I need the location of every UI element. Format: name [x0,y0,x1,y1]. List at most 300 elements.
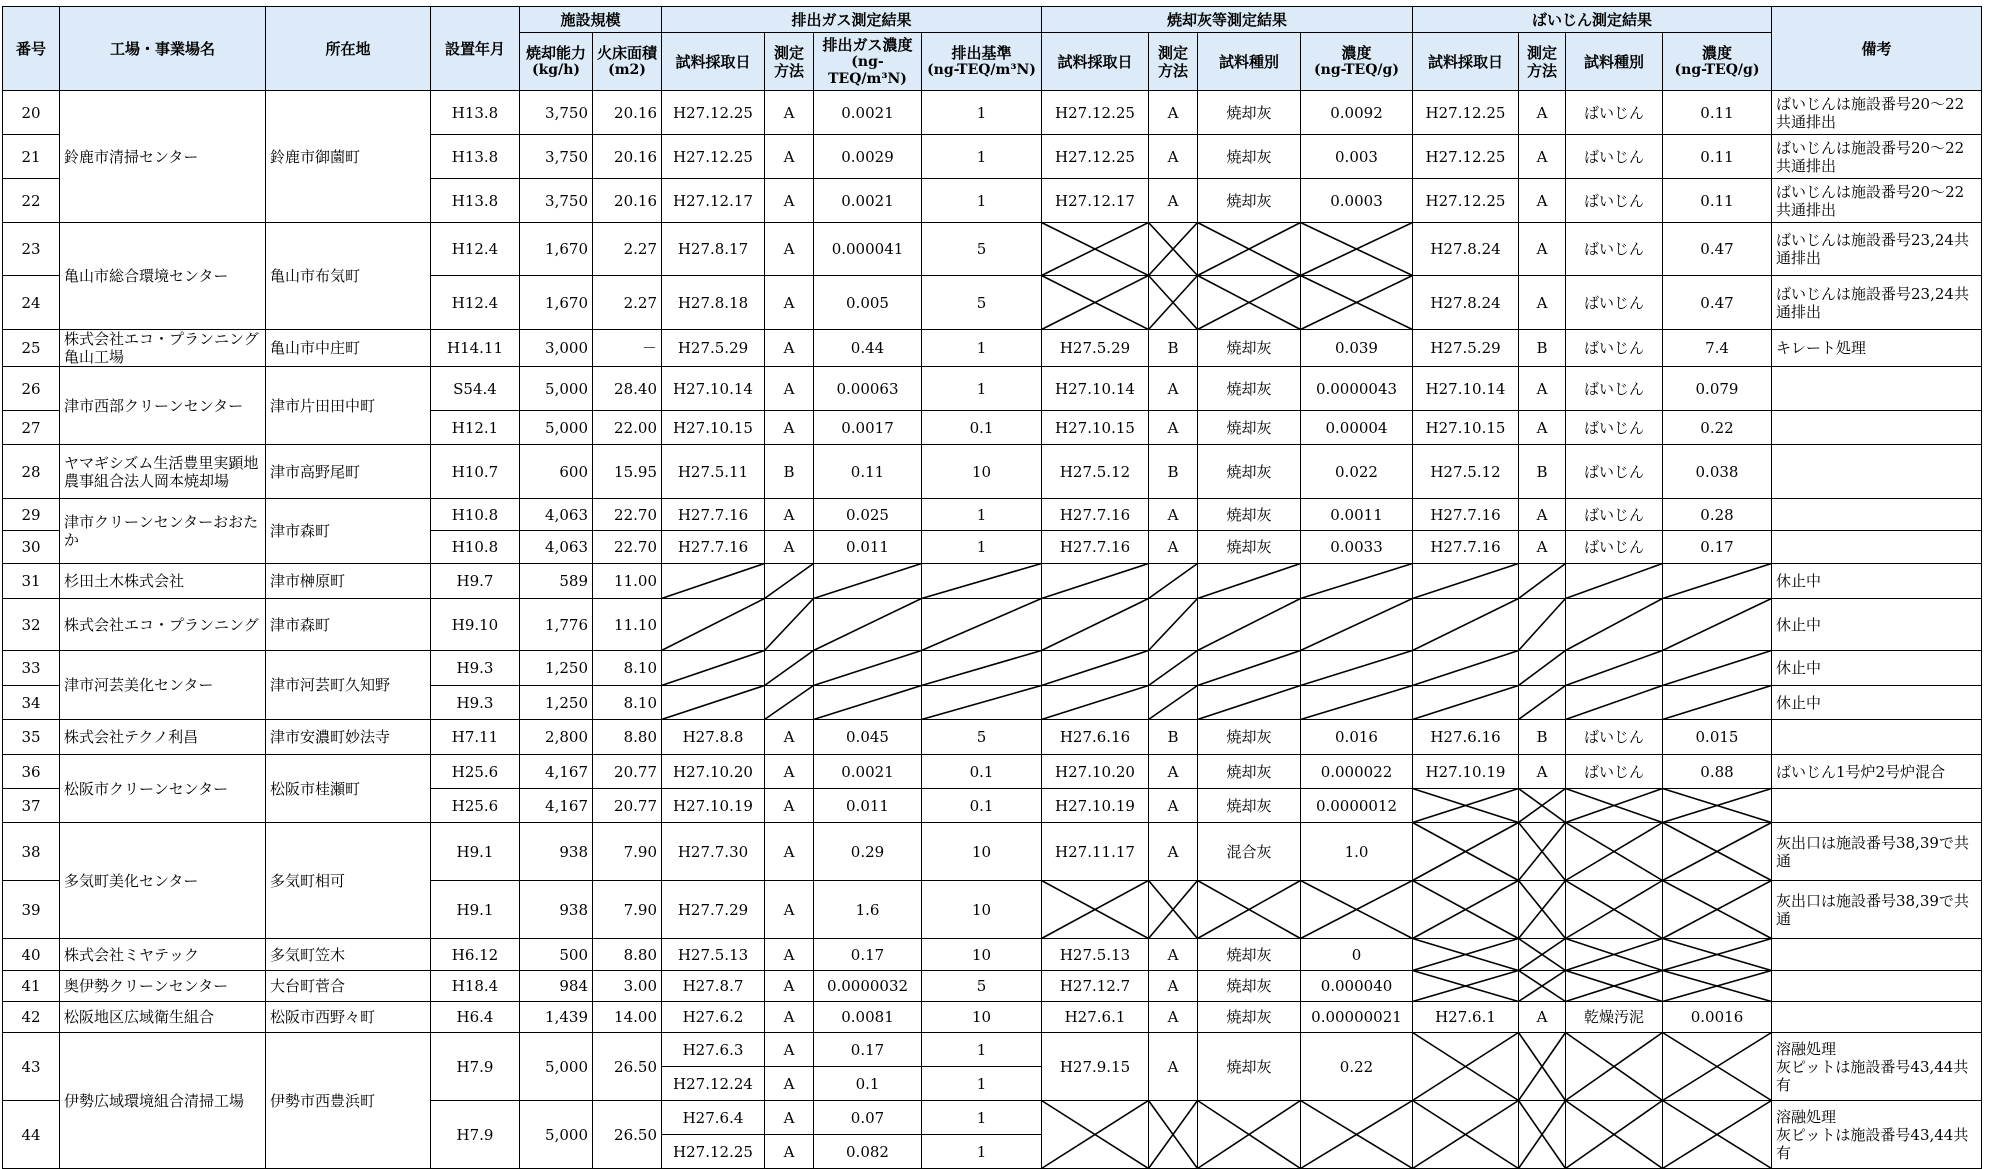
ash-date: H27.9.15 [1042,1033,1149,1101]
header-name: 工場・事業場名 [60,7,266,91]
emission-standard: 0.1 [922,411,1042,445]
grate-area: 8.10 [593,686,662,720]
row-number: 24 [3,276,60,330]
na-diagonal-line [1519,686,1566,720]
grate-area: 8.10 [593,651,662,686]
gas-date: H27.8.17 [662,223,765,276]
header-gas-conc-unit: (ng-TEQ/m³N) [828,53,907,87]
gas-concentration: 0.045 [814,720,922,755]
na-diagonal-line [662,564,765,599]
row-number: 43 [3,1033,60,1101]
ash-method: A [1149,179,1198,223]
grate-area: 7.90 [593,881,662,939]
remarks: ばいじんは施設番号20～22共通排出 [1772,135,1982,179]
dust-date: H27.5.29 [1413,330,1519,367]
gas-concentration: 0.025 [814,499,922,531]
emission-standard: 10 [922,445,1042,499]
na-diagonal-line [814,599,922,651]
header-dust-kind: 試料種別 [1566,33,1663,91]
gas-date: H27.12.17 [662,179,765,223]
header-ash-conc-label: 濃度 [1341,44,1372,63]
grate-area: 28.40 [593,367,662,411]
na-diagonal-line [922,564,1042,599]
ash-concentration: 0.0092 [1301,91,1413,135]
emission-standard: 10 [922,823,1042,881]
dust-kind: 乾燥汚泥 [1566,1002,1663,1033]
install-year: H9.1 [431,823,520,881]
na-diagonal-line [1566,599,1663,651]
row-number: 34 [3,686,60,720]
dust-method: A [1519,755,1566,789]
ash-method: A [1149,531,1198,564]
gas-date: H27.12.25 [662,1135,765,1169]
install-year: S54.4 [431,367,520,411]
remarks: 休止中 [1772,686,1982,720]
capacity: 2,800 [520,720,593,755]
header-ash-conc-unit: (ng-TEQ/g) [1314,62,1399,79]
gas-concentration: 0.0017 [814,411,922,445]
header-remarks: 備考 [1772,7,1982,91]
gas-concentration: 0.0081 [814,1002,922,1033]
facility-address: 多気町相可 [266,823,431,939]
facility-address: 亀山市中庄町 [266,330,431,367]
ash-concentration: 0.0003 [1301,179,1413,223]
ash-kind: 焼却灰 [1198,720,1301,755]
ash-concentration: 0.0011 [1301,499,1413,531]
na-diagonal-line [1149,686,1198,720]
na-diagonal-line [662,686,765,720]
capacity: 1,250 [520,686,593,720]
ash-concentration: 0 [1301,939,1413,971]
row-number: 38 [3,823,60,881]
ash-date: H27.10.14 [1042,367,1149,411]
ash-kind: 焼却灰 [1198,91,1301,135]
dust-date: H27.8.24 [1413,223,1519,276]
facility-address: 津市森町 [266,499,431,564]
ash-date: H27.12.25 [1042,91,1149,135]
ash-date: H27.10.20 [1042,755,1149,789]
gas-date: H27.8.7 [662,971,765,1002]
header-gas-conc-label: 排出ガス濃度 [822,35,913,54]
grate-area: 20.16 [593,135,662,179]
ash-concentration: 0.0033 [1301,531,1413,564]
capacity: 1,670 [520,223,593,276]
ash-date: H27.10.19 [1042,789,1149,823]
grate-area: 15.95 [593,445,662,499]
emission-standard: 1 [922,367,1042,411]
dust-date: H27.6.16 [1413,720,1519,755]
gas-concentration: 0.00063 [814,367,922,411]
row-number: 26 [3,367,60,411]
gas-date: H27.10.20 [662,755,765,789]
header-standard-unit: (ng-TEQ/m³N) [927,62,1036,79]
header-gas-results: 排出ガス測定結果 [662,7,1042,33]
ash-date: H27.5.13 [1042,939,1149,971]
gas-concentration: 0.11 [814,445,922,499]
install-year: H14.11 [431,330,520,367]
capacity: 5,000 [520,411,593,445]
header-capacity-unit: (kg/h) [531,62,581,79]
dust-kind: ばいじん [1566,91,1663,135]
emission-standard: 1 [922,1067,1042,1101]
remarks: 休止中 [1772,564,1982,599]
gas-method: A [765,720,814,755]
gas-method: A [765,276,814,330]
ash-kind: 焼却灰 [1198,179,1301,223]
dust-concentration: 0.038 [1663,445,1772,499]
dust-date: H27.8.24 [1413,276,1519,330]
header-dust-conc-label: 濃度 [1701,44,1732,63]
capacity: 3,000 [520,330,593,367]
gas-method: A [765,939,814,971]
install-year: H7.9 [431,1033,520,1101]
dust-date: H27.5.12 [1413,445,1519,499]
gas-method: A [765,330,814,367]
remarks: ばいじんは施設番号23,24共通排出 [1772,223,1982,276]
dust-concentration: 0.015 [1663,720,1772,755]
na-diagonal-line [922,686,1042,720]
gas-method: A [765,1067,814,1101]
emission-standard: 1 [922,1135,1042,1169]
gas-method: A [765,823,814,881]
emission-standard: 5 [922,223,1042,276]
gas-concentration: 1.6 [814,881,922,939]
gas-date: H27.5.29 [662,330,765,367]
ash-kind: 焼却灰 [1198,755,1301,789]
na-diagonal-line [1566,651,1663,686]
row-number: 39 [3,881,60,939]
row-number: 20 [3,91,60,135]
ash-method: A [1149,939,1198,971]
dust-kind: ばいじん [1566,531,1663,564]
grate-area: 3.00 [593,971,662,1002]
dust-method: B [1519,720,1566,755]
ash-date: H27.7.16 [1042,499,1149,531]
gas-date: H27.5.13 [662,939,765,971]
gas-concentration: 0.17 [814,1033,922,1067]
gas-date: H27.10.19 [662,789,765,823]
dust-concentration: 0.28 [1663,499,1772,531]
row-number: 22 [3,179,60,223]
gas-date: H27.7.16 [662,531,765,564]
gas-method: A [765,789,814,823]
ash-date: H27.10.15 [1042,411,1149,445]
row-number: 25 [3,330,60,367]
facility-address: 多気町笠木 [266,939,431,971]
header-area-label: 火床面積 [597,44,658,63]
na-diagonal-line [814,564,922,599]
gas-method: A [765,367,814,411]
ash-kind: 焼却灰 [1198,939,1301,971]
dust-kind: ばいじん [1566,411,1663,445]
na-diagonal-line [1413,599,1519,651]
capacity: 589 [520,564,593,599]
dust-concentration: 0.11 [1663,135,1772,179]
na-diagonal-line [662,651,765,686]
facility-address: 津市片田田中町 [266,367,431,445]
emission-standard: 1 [922,91,1042,135]
capacity: 5,000 [520,1033,593,1101]
ash-method: A [1149,135,1198,179]
ash-concentration: 0.00004 [1301,411,1413,445]
dust-date: H27.10.19 [1413,755,1519,789]
gas-concentration: 0.17 [814,939,922,971]
install-year: H10.8 [431,531,520,564]
emission-standard: 5 [922,276,1042,330]
na-diagonal-line [1413,686,1519,720]
dust-method: B [1519,330,1566,367]
ash-concentration: 0.0000043 [1301,367,1413,411]
header-address: 所在地 [266,7,431,91]
gas-concentration: 0.07 [814,1101,922,1135]
dust-method: A [1519,531,1566,564]
na-diagonal-line [1663,564,1772,599]
capacity: 1,439 [520,1002,593,1033]
install-year: H9.3 [431,686,520,720]
na-diagonal-line [765,599,814,651]
grate-area: 22.70 [593,499,662,531]
na-diagonal-line [1566,686,1663,720]
na-diagonal-line [1663,599,1772,651]
facility-name: 株式会社エコ・プランニング 亀山工場 [60,330,266,367]
facility-name: 松阪市クリーンセンター [60,755,266,823]
install-year: H9.10 [431,599,520,651]
header-ash-method: 測定方法 [1149,33,1198,91]
header-no: 番号 [3,7,60,91]
emission-standard: 1 [922,531,1042,564]
grate-area: 20.16 [593,91,662,135]
dust-kind: ばいじん [1566,755,1663,789]
ash-concentration: 0.000040 [1301,971,1413,1002]
emission-standard: 0.1 [922,755,1042,789]
facility-name: 株式会社エコ・プランニング [60,599,266,651]
na-diagonal-line [1149,564,1198,599]
ash-date: H27.6.1 [1042,1002,1149,1033]
facility-address: 亀山市布気町 [266,223,431,330]
na-diagonal-line [1301,686,1413,720]
na-diagonal-line [1519,651,1566,686]
na-diagonal-line [662,599,765,651]
ash-method: A [1149,1033,1198,1101]
remarks: ばいじん1号炉2号炉混合 [1772,755,1982,789]
install-year: H12.4 [431,223,520,276]
gas-date: H27.7.29 [662,881,765,939]
dust-concentration: 0.17 [1663,531,1772,564]
na-diagonal-line [1198,686,1301,720]
install-year: H13.8 [431,91,520,135]
dust-date: H27.7.16 [1413,499,1519,531]
dust-concentration: 0.22 [1663,411,1772,445]
grate-area: 11.00 [593,564,662,599]
dust-kind: ばいじん [1566,445,1663,499]
na-diagonal-line [1198,651,1301,686]
gas-date: H27.6.3 [662,1033,765,1067]
gas-method: A [765,91,814,135]
facility-name: ヤマギシズム生活豊里実顕地農事組合法人岡本焼却場 [60,445,266,499]
facility-address: 津市榊原町 [266,564,431,599]
remarks: ばいじんは施設番号20～22共通排出 [1772,91,1982,135]
gas-concentration: 0.0021 [814,179,922,223]
gas-date: H27.6.4 [662,1101,765,1135]
gas-method: A [765,223,814,276]
dust-date: H27.12.25 [1413,135,1519,179]
na-diagonal-line [1519,564,1566,599]
row-number: 28 [3,445,60,499]
facility-address: 鈴鹿市御薗町 [266,91,431,223]
gas-date: H27.10.15 [662,411,765,445]
grate-area: 11.10 [593,599,662,651]
dust-date: H27.12.25 [1413,179,1519,223]
facility-address: 松阪市西野々町 [266,1002,431,1033]
ash-kind: 焼却灰 [1198,1002,1301,1033]
dust-date: H27.10.14 [1413,367,1519,411]
ash-method: A [1149,971,1198,1002]
facility-address: 松阪市桂瀬町 [266,755,431,823]
gas-method: A [765,1033,814,1067]
ash-method: A [1149,789,1198,823]
gas-method: A [765,881,814,939]
dust-method: A [1519,411,1566,445]
na-diagonal-line [814,651,922,686]
ash-concentration: 0.016 [1301,720,1413,755]
facility-name: 津市西部クリーンセンター [60,367,266,445]
na-diagonal-line [1301,564,1413,599]
gas-method: A [765,179,814,223]
install-year: H6.12 [431,939,520,971]
header-area-unit: (m2) [608,62,646,79]
capacity: 600 [520,445,593,499]
na-diagonal-line [1149,651,1198,686]
dust-method: A [1519,276,1566,330]
dust-kind: ばいじん [1566,276,1663,330]
header-gas-method: 測定方法 [765,33,814,91]
gas-date: H27.8.18 [662,276,765,330]
dust-kind: ばいじん [1566,720,1663,755]
facility-address: 大台町菅合 [266,971,431,1002]
na-diagonal-line [1519,599,1566,651]
gas-concentration: 0.0021 [814,755,922,789]
gas-date: H27.10.14 [662,367,765,411]
header-ash-results: 焼却灰等測定結果 [1042,7,1413,33]
ash-date: H27.11.17 [1042,823,1149,881]
gas-date: H27.12.25 [662,135,765,179]
gas-date: H27.12.24 [662,1067,765,1101]
grate-area: 8.80 [593,939,662,971]
emission-standard: 10 [922,881,1042,939]
ash-concentration: 0.039 [1301,330,1413,367]
dust-kind: ばいじん [1566,499,1663,531]
ash-kind: 焼却灰 [1198,971,1301,1002]
ash-concentration: 0.022 [1301,445,1413,499]
dust-method: A [1519,367,1566,411]
ash-method: B [1149,445,1198,499]
ash-kind: 焼却灰 [1198,135,1301,179]
grate-area: 26.50 [593,1033,662,1101]
dust-method: A [1519,1002,1566,1033]
gas-concentration: 0.082 [814,1135,922,1169]
dust-kind: ばいじん [1566,179,1663,223]
emission-standard: 10 [922,1002,1042,1033]
dust-method: A [1519,223,1566,276]
capacity: 4,167 [520,755,593,789]
grate-area: 14.00 [593,1002,662,1033]
dust-concentration: 0.0016 [1663,1002,1772,1033]
ash-concentration: 0.000022 [1301,755,1413,789]
remarks: 休止中 [1772,599,1982,651]
ash-method: A [1149,367,1198,411]
ash-date: H27.5.12 [1042,445,1149,499]
row-number: 37 [3,789,60,823]
gas-concentration: 0.000041 [814,223,922,276]
dust-date: H27.12.25 [1413,91,1519,135]
capacity: 1,250 [520,651,593,686]
facility-name: 鈴鹿市清掃センター [60,91,266,223]
ash-kind: 焼却灰 [1198,531,1301,564]
facility-name: 津市クリーンセンターおおたか [60,499,266,564]
facility-name: 杉田土木株式会社 [60,564,266,599]
gas-date: H27.6.2 [662,1002,765,1033]
dust-concentration: 0.47 [1663,223,1772,276]
na-diagonal-line [765,564,814,599]
row-number: 21 [3,135,60,179]
grate-area: 2.27 [593,276,662,330]
gas-concentration: 0.0021 [814,91,922,135]
gas-method: B [765,445,814,499]
row-number: 41 [3,971,60,1002]
gas-method: A [765,755,814,789]
grate-area: 20.77 [593,789,662,823]
gas-method: A [765,971,814,1002]
grate-area: 22.00 [593,411,662,445]
ash-concentration: 0.00000021 [1301,1002,1413,1033]
gas-concentration: 0.1 [814,1067,922,1101]
dust-kind: ばいじん [1566,135,1663,179]
capacity: 984 [520,971,593,1002]
row-number: 29 [3,499,60,531]
facility-address: 津市高野尾町 [266,445,431,499]
na-diagonal-line [1566,564,1663,599]
na-diagonal-line [922,651,1042,686]
ash-kind: 焼却灰 [1198,330,1301,367]
facility-address: 津市安濃町妙法寺 [266,720,431,755]
row-number: 23 [3,223,60,276]
dust-concentration: 0.11 [1663,179,1772,223]
ash-kind: 混合灰 [1198,823,1301,881]
dust-concentration: 7.4 [1663,330,1772,367]
gas-concentration: 0.44 [814,330,922,367]
ash-date: H27.7.16 [1042,531,1149,564]
emission-standard: 1 [922,1101,1042,1135]
dust-concentration: 0.47 [1663,276,1772,330]
install-year: H13.8 [431,135,520,179]
remarks: 灰出口は施設番号38,39で共通 [1772,823,1982,881]
capacity: 938 [520,823,593,881]
ash-method: A [1149,91,1198,135]
facility-address: 伊勢市西豊浜町 [266,1033,431,1169]
dust-method: A [1519,135,1566,179]
na-diagonal-line [1663,686,1772,720]
remarks: ばいじんは施設番号20～22共通排出 [1772,179,1982,223]
emission-standard: 1 [922,135,1042,179]
ash-method: B [1149,330,1198,367]
capacity: 4,063 [520,499,593,531]
emission-standard: 10 [922,939,1042,971]
na-diagonal-line [1198,599,1301,651]
install-year: H12.4 [431,276,520,330]
remarks: 溶融処理 灰ピットは施設番号43,44共有 [1772,1101,1982,1169]
install-year: H10.8 [431,499,520,531]
gas-date: H27.8.8 [662,720,765,755]
